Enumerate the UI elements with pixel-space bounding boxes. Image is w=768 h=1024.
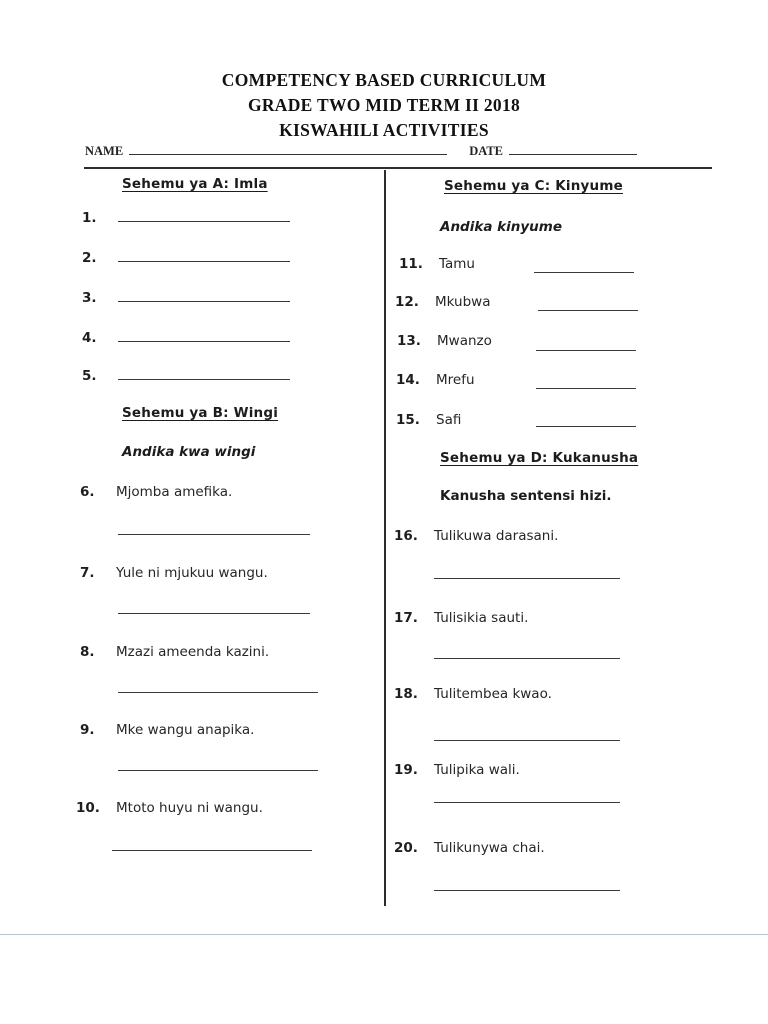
- question-13: [397, 333, 492, 349]
- question-20: [394, 840, 545, 856]
- header-rule: [84, 167, 712, 169]
- question-text: Tulisikia sauti.: [434, 610, 529, 626]
- answer-line: [434, 890, 620, 891]
- question-2: [82, 248, 290, 266]
- question-text: Mzazi ameenda kazini.: [116, 644, 270, 660]
- answer-line: [538, 310, 638, 311]
- answer-line: [536, 426, 636, 427]
- answer-line: [118, 613, 310, 614]
- question-number: 13.: [397, 333, 421, 349]
- question-16: [394, 528, 558, 544]
- question-number: 8.: [80, 644, 95, 660]
- question-19: [394, 762, 520, 778]
- question-17: [394, 610, 528, 626]
- answer-blank: [118, 328, 290, 342]
- title-line-1: COMPETENCY BASED CURRICULUM: [221, 70, 547, 90]
- question-11: [399, 256, 475, 272]
- question-number: 6.: [80, 484, 95, 500]
- name-blank: [129, 141, 447, 155]
- answer-line: [434, 740, 620, 741]
- answer-blank: [118, 248, 290, 262]
- question-5: [82, 366, 290, 384]
- question-1: [82, 208, 290, 226]
- question-text: Mjomba amefika.: [116, 484, 233, 500]
- answer-blank: [118, 366, 290, 380]
- answer-line: [434, 802, 620, 803]
- answer-line: [536, 350, 636, 351]
- question-8: [80, 644, 269, 660]
- column-divider: [384, 170, 386, 906]
- question-text: Tulipika wali.: [434, 762, 520, 778]
- section-c-instruction: Andika kinyume: [440, 219, 562, 235]
- section-d-heading: Sehemu ya D: Kukanusha: [440, 450, 639, 466]
- question-3: [82, 288, 290, 306]
- question-number: 10.: [76, 800, 100, 816]
- question-number: 11.: [399, 256, 423, 272]
- question-number: 2.: [82, 250, 97, 266]
- question-text: Safi: [436, 412, 462, 428]
- page-divider-line: [0, 934, 768, 935]
- question-number: 7.: [80, 565, 95, 581]
- answer-line: [534, 272, 634, 273]
- question-number: 12.: [395, 294, 419, 310]
- question-4: [82, 328, 290, 346]
- answer-line: [434, 658, 620, 659]
- question-text: Mwanzo: [437, 333, 492, 349]
- question-number: 15.: [396, 412, 420, 428]
- title-line-2: GRADE TWO MID TERM II 2018: [247, 95, 521, 115]
- section-c-heading: Sehemu ya C: Kinyume: [444, 178, 623, 194]
- question-14: [396, 372, 475, 388]
- question-number: 3.: [82, 290, 97, 306]
- section-a-heading: Sehemu ya A: Imla: [122, 176, 268, 192]
- question-text: Yule ni mjukuu wangu.: [116, 565, 268, 581]
- question-6: [80, 484, 232, 500]
- question-number: 5.: [82, 368, 97, 384]
- answer-line: [536, 388, 636, 389]
- question-text: Mtoto huyu ni wangu.: [116, 800, 263, 816]
- question-text: Tulitembea kwao.: [434, 686, 552, 702]
- question-number: 19.: [394, 762, 418, 778]
- question-15: [396, 412, 461, 428]
- date-blank: [509, 141, 637, 155]
- question-number: 9.: [80, 722, 95, 738]
- name-label: NAME: [85, 144, 124, 158]
- section-d-instruction: Kanusha sentensi hizi.: [440, 488, 612, 504]
- answer-line: [112, 850, 312, 851]
- question-10: [76, 800, 263, 816]
- question-text: Mkubwa: [435, 294, 491, 310]
- title-line-3: KISWAHILI ACTIVITIES: [279, 120, 489, 140]
- question-text: Mrefu: [436, 372, 475, 388]
- answer-line: [118, 770, 318, 771]
- answer-line: [118, 534, 310, 535]
- question-number: 16.: [394, 528, 418, 544]
- answer-line: [118, 692, 318, 693]
- question-7: [80, 565, 268, 581]
- question-text: Tamu: [439, 256, 475, 272]
- section-b-heading: Sehemu ya B: Wingi: [122, 405, 279, 421]
- question-number: 4.: [82, 330, 97, 346]
- question-12: [395, 294, 491, 310]
- question-text: Tulikunywa chai.: [434, 840, 545, 856]
- question-number: 18.: [394, 686, 418, 702]
- question-text: Tulikuwa darasani.: [434, 528, 559, 544]
- question-number: 14.: [396, 372, 420, 388]
- answer-blank: [118, 288, 290, 302]
- section-b-instruction: Andika kwa wingi: [122, 444, 256, 460]
- date-label: DATE: [469, 144, 504, 158]
- question-9: [80, 722, 254, 738]
- answer-blank: [118, 208, 290, 222]
- question-18: [394, 686, 552, 702]
- name-date-row: [85, 141, 685, 159]
- question-number: 17.: [394, 610, 418, 626]
- question-number: 1.: [82, 210, 97, 226]
- question-text: Mke wangu anapika.: [116, 722, 255, 738]
- answer-line: [434, 578, 620, 579]
- page-title: [0, 68, 768, 143]
- question-number: 20.: [394, 840, 418, 856]
